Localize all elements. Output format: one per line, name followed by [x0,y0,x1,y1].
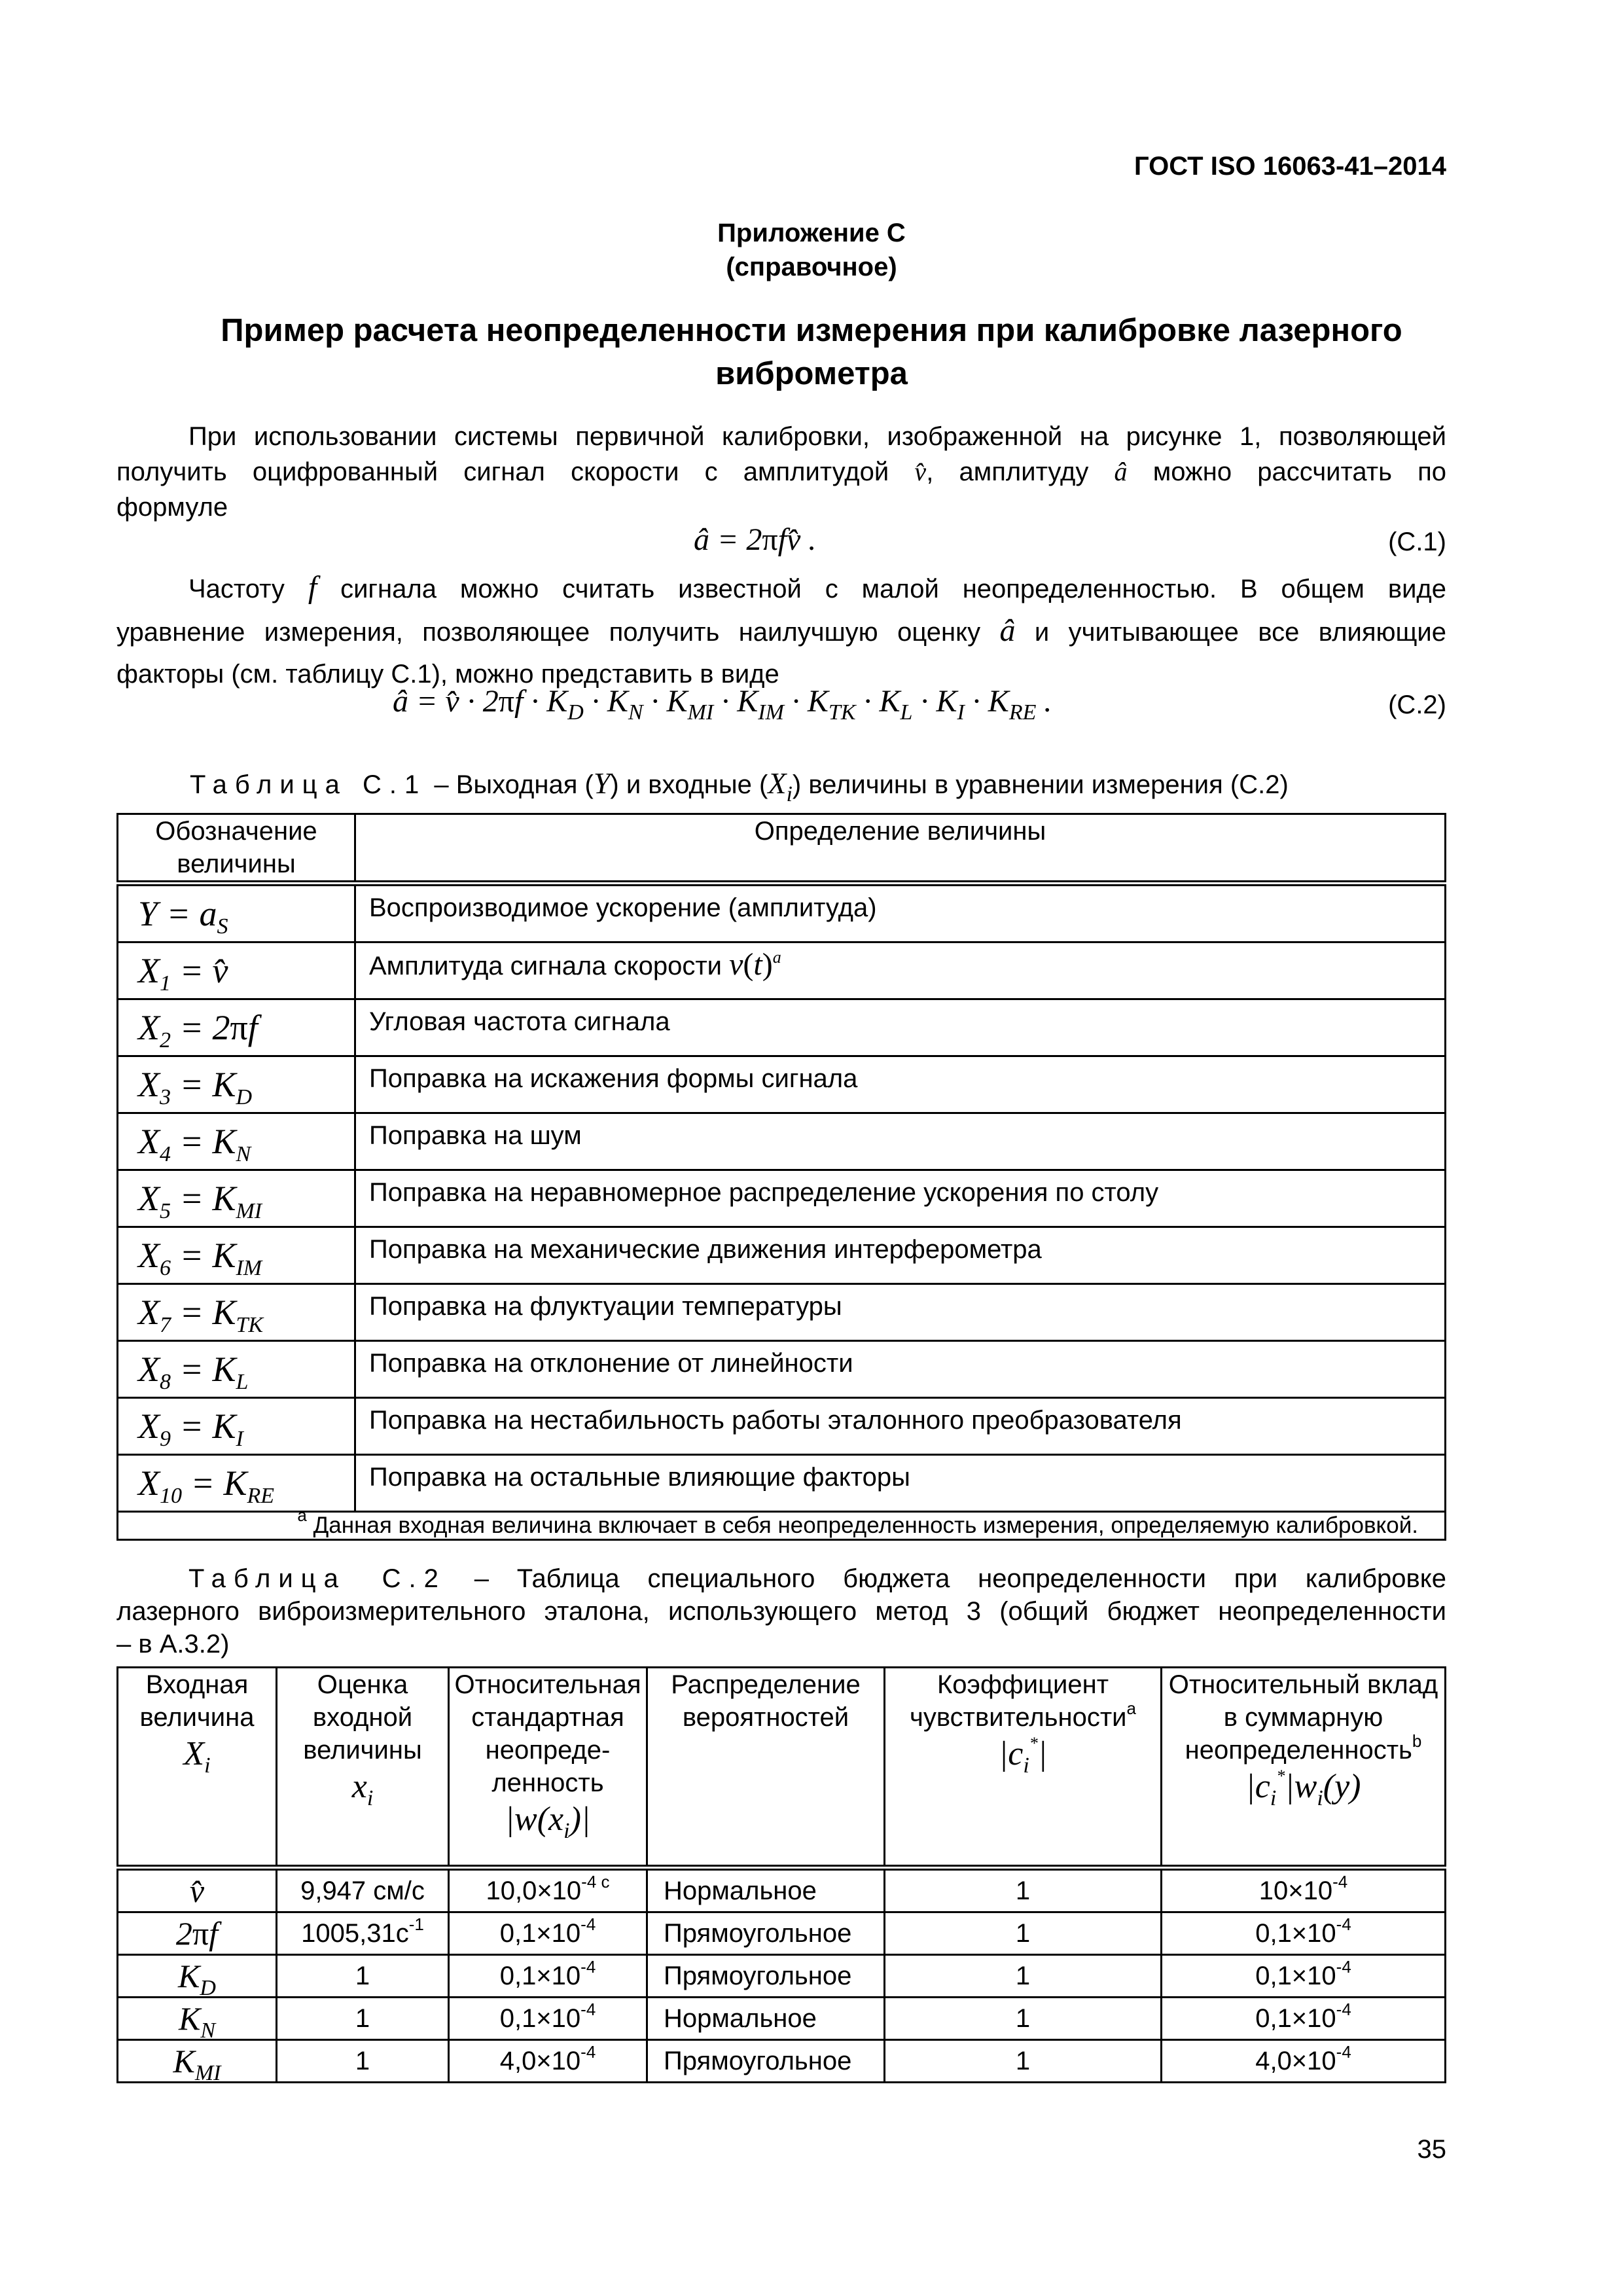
table-c2-caption-word: Таблица С.2 [188,1564,446,1593]
table-c2-estimate: 1 [277,2040,449,2083]
v-hat-symbol: v̂ [914,457,927,486]
table-c1-definition: Поправка на отклонение от линейности [355,1341,1446,1398]
table-c1-caption: Таблица С.1 – Выходная (Y) и входные $(X_i)$ величины в уравнении измерения (С.2) [190,766,1289,806]
table-row [118,1170,1446,1227]
paragraph-2-line-3: факторы (см. таблицу С.1), можно представить в виде [116,660,779,689]
table-c1-symbol: $X_6 = K_{IM}$ [118,1227,355,1284]
table-c1 [116,813,1446,1541]
equation-c1-label: (С.1) [1388,528,1446,556]
table-c2-estimate: 1 [277,1955,449,1998]
equation-c1: â = 2πfv̂ . [694,522,817,557]
table-c2-rel-std: $0,1\times 10^{-4}$ [449,1912,647,1955]
table-c2-input: 2πf [118,1912,277,1955]
paragraph-1-line-1: При использовании системы первичной калибровки, изображенной на рисунке 1, позволяющей [188,422,1446,451]
table-c2-rel-std: $10,0\times 10^{-4 c}$ [449,1868,647,1912]
table-c1-definition: Поправка на шум [355,1113,1446,1170]
table-row [118,1227,1446,1284]
table-c2-caption [116,1562,1446,1660]
a-hat-symbol: â [1114,457,1128,486]
table-row [118,2040,1446,2083]
table-c2-coef: 1 [885,1955,1162,1998]
table-row [118,1398,1446,1455]
annex-subtitle: (справочное) [726,253,897,281]
table-c1-definition: Поправка на искажения формы сигнала [355,1056,1446,1113]
table-c2-header-sensitivity: Коэффициент чувствительности$^a$ $|c_i^*|$ [885,1668,1162,1868]
paragraph-1 [116,419,1446,525]
table-c2-coef: 1 [885,1912,1162,1955]
table-c2-coef: 1 [885,1998,1162,2040]
table-c1-symbol: $Y = a_S$ [118,884,355,942]
table-c1-definition: Амплитуда сигнала скорости $v(t)^a$ [355,942,1446,999]
table-c2-header-estimate: Оценка входной величины $x_i$ [277,1668,449,1868]
table-c2-caption-line-1: Таблица С.2 – Таблица специального бюджета неопределенности при калибровке [116,1562,1446,1595]
equation-c2-label: (С.2) [1388,691,1446,719]
table-row [118,999,1446,1056]
paragraph-1-line-2: получить оцифрованный сигнал скорости с амплитудой v̂, амплитуду â можно рассчитать по [116,457,1447,486]
page-number: 35 [1417,2135,1446,2164]
table-c1-symbol: $X_8 = K_L$ [118,1341,355,1398]
table-c2-input: $K_D$ [118,1955,277,1998]
annex-title: Приложение С [717,219,906,247]
standard-code: ГОСТ ISO 16063-41–2014 [1134,152,1446,181]
annex-heading [0,216,1623,284]
table-c2-header-contribution: Относительный вклад в суммарную неопределенность$^b$ $|c_i^*|w_i(y)$ [1162,1668,1446,1868]
table-c2-header-rel-std: Относительная стандартная неопреде-ленность $|w(x_i)|$ [449,1668,647,1868]
table-c1-definition: Поправка на неравномерное распределение ускорения по столу [355,1170,1446,1227]
table-c1-symbol: $X_1$ = v̂ [118,942,355,999]
table-row [118,1455,1446,1512]
table-c2-distribution: Нормальное [647,1868,885,1912]
table-c1-header-symbol: Обозначение величины [118,814,355,884]
table-row [118,1868,1446,1912]
table-c1-symbol: $X_4 = K_N$ [118,1113,355,1170]
table-c1-symbol: $X_2 = 2\pi f$ [118,999,355,1056]
table-c1-header-row [118,814,1446,884]
table-c2-contribution: $0,1\times 10^{-4}$ [1162,1912,1446,1955]
table-row [118,1341,1446,1398]
a-hat-symbol-2: â [999,613,1016,648]
equation-c2: â = v̂ · $2\pi f \cdot K_D \cdot K_N \cdot K_{MI} \cdot K_{IM} \cdot K_{TK} \cdot K_L \cdot K_I \cdot K_{RE}$ . [393,684,1052,725]
table-c2-caption-line-2: лазерного виброизмерительного эталона, использующего метод 3 (общий бюджет неопределенности [116,1597,1446,1626]
table-row [118,1998,1446,2040]
table-c2-caption-line-3: – в А.3.2) [116,1630,230,1659]
table-c2-input: v̂ [118,1868,277,1912]
table-row [118,1113,1446,1170]
paragraph-1-line-3: формуле [116,493,228,522]
table-c1-footnote-row [118,1512,1446,1540]
table-c1-definition: Поправка на нестабильность работы эталонного преобразователя [355,1398,1446,1455]
table-c1-header-definition: Определение величины [355,814,1446,884]
table-c1-definition: Поправка на остальные влияющие факторы [355,1455,1446,1512]
table-c2-contribution: $10\times 10^{-4}$ [1162,1868,1446,1912]
f-symbol: f [308,570,317,605]
table-c2-input: $K_{MI}$ [118,2040,277,2083]
table-row [118,942,1446,999]
table-c2-distribution: Прямоугольное [647,1912,885,1955]
table-c2-header-input: Входная величина $X_i$ [118,1668,277,1868]
table-c1-symbol: $X_{10} = K_{RE}$ [118,1455,355,1512]
table-c1-caption-word: Таблица С.1 [190,770,427,799]
table-c2-header-distribution: Распределение вероятностей [647,1668,885,1868]
table-c2-distribution: Прямоугольное [647,2040,885,2083]
table-c2-contribution: $4,0\times 10^{-4}$ [1162,2040,1446,2083]
table-row [118,1284,1446,1341]
table-c2-estimate: 1 [277,1998,449,2040]
table-c2-distribution: Нормальное [647,1998,885,2040]
table-row [118,1955,1446,1998]
table-c2-coef: 1 [885,2040,1162,2083]
table-c2-input: $K_N$ [118,1998,277,2040]
table-c1-definition: Воспроизводимое ускорение (амплитуда) [355,884,1446,942]
document-title [131,309,1492,395]
table-c2-estimate: 9,947 см/с [277,1868,449,1912]
table-c1-definition: Угловая частота сигнала [355,999,1446,1056]
table-c2-coef: 1 [885,1868,1162,1912]
table-row [118,884,1446,942]
document-title-line-2: виброметра [715,356,908,391]
table-c2-rel-std: $0,1\times 10^{-4}$ [449,1998,647,2040]
table-c2-rel-std: $0,1\times 10^{-4}$ [449,1955,647,1998]
table-c1-symbol: $X_3 = K_D$ [118,1056,355,1113]
paragraph-2-line-2: уравнение измерения, позволяющее получить наилучшую оценку â и учитывающее все влияющие [116,613,1446,648]
table-c2-contribution: $0,1\times 10^{-4}$ [1162,1955,1446,1998]
table-c1-symbol: $X_7 = K_{TK}$ [118,1284,355,1341]
table-c1-symbol: $X_9 = K_I$ [118,1398,355,1455]
table-c2-distribution: Прямоугольное [647,1955,885,1998]
paragraph-2-line-1: Частоту f сигнала можно считать известной с малой неопределенностью. В общем виде [188,570,1446,605]
table-c1-definition: Поправка на механические движения интерферометра [355,1227,1446,1284]
table-row [118,1056,1446,1113]
table-row [118,1912,1446,1955]
table-c1-symbol: $X_5 = K_{MI}$ [118,1170,355,1227]
table-c1-definition: Поправка на флуктуации температуры [355,1284,1446,1341]
table-c2-contribution: $0,1\times 10^{-4}$ [1162,1998,1446,2040]
table-c2-estimate: $1005,31с^{-1}$ [277,1912,449,1955]
table-c2-rel-std: $4,0\times 10^{-4}$ [449,2040,647,2083]
document-title-line-1: Пример расчета неопределенности измерения при калибровке лазерного [221,313,1402,348]
table-c1-footnote: $^a$ Данная входная величина включает в себя неопределенность измерения, определяемую калибровкой. [118,1512,1446,1540]
table-c2-header-row [118,1668,1446,1868]
table-c2 [116,1666,1446,2083]
paragraph-2 [116,567,1446,695]
